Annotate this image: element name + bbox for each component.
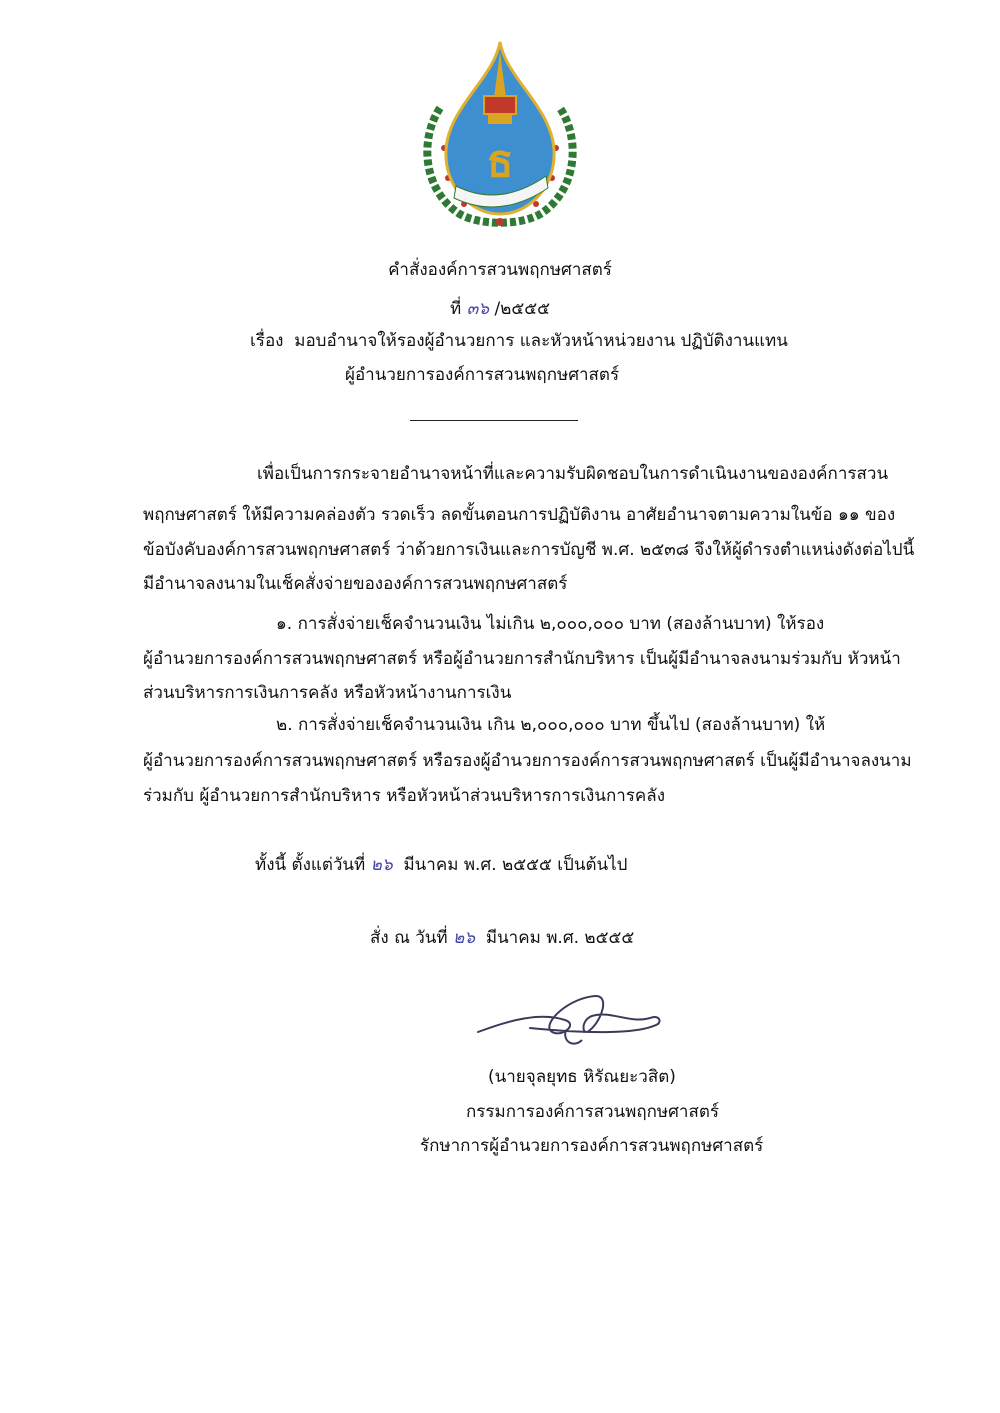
p1-line-4: มีอำนาจลงนามในเช็คสั่งจ่ายขององค์การสวนพฤกษศาสตร์ [143,574,568,594]
handwritten-number: ๓๖ [466,299,490,319]
handwritten-signature [470,990,670,1060]
subject-line-1 [250,329,788,353]
p3-line-1: ๒. การสั่งจ่ายเช็คจำนวนเงิน เกิน ๒,๐๐๐,๐๐๐ บาท ขึ้นไป (สองล้านบาท) ให้ [276,715,826,735]
p3-line-2: ผู้อำนวยการองค์การสวนพฤกษศาสตร์ หรือรองผู้อำนวยการองค์การสวนพฤกษศาสตร์ เป็นผู้มีอำนาจลงนาม [143,751,912,771]
p2-line-2: ผู้อำนวยการองค์การสวนพฤกษศาสตร์ หรือผู้อำนวยการสำนักบริหาร เป็นผู้มีอำนาจลงนามร่วมกับ หัวหน้า [143,649,901,669]
organization-logo [418,38,582,230]
effective-date [255,853,627,877]
subject-label: เรื่อง [250,331,284,351]
p1-line-3: ข้อบังคับองค์การสวนพฤกษศาสตร์ ว่าด้วยการเงินและการบัญชี พ.ศ. ๒๕๓๘ จึงให้ผู้ดำรงตำแหน่งดังต่อไปนี้ [143,540,915,560]
divider-line [410,420,578,421]
effective-prefix: ทั้งนี้ ตั้งแต่วันที่ [255,855,366,875]
p3-line-3: ร่วมกับ ผู้อำนวยการสำนักบริหาร หรือหัวหน้าส่วนบริหารการเงินการคลัง [143,786,666,806]
handwritten-effective-day: ๒๖ [370,855,393,875]
order-date [370,926,634,950]
order-suffix: มีนาคม พ.ศ. ๒๕๕๕ [485,928,635,948]
p2-line-3: ส่วนบริหารการเงินการคลัง หรือหัวหน้างานการเงิน [143,683,512,703]
signer-position-1: กรรมการองค์การสวนพฤกษศาสตร์ [466,1102,720,1122]
handwritten-order-day: ๒๖ [453,928,476,948]
p1-line-1: เพื่อเป็นการกระจายอำนาจหน้าที่และความรับผิดชอบในการดำเนินงานขององค์การสวน [257,464,889,484]
signer-name: (นายจุลยุทธ หิรัณยะวสิต) [488,1067,676,1087]
order-prefix: สั่ง ณ วันที่ [370,928,448,948]
subject-line-2: ผู้อำนวยการองค์การสวนพฤกษศาสตร์ [345,365,620,385]
p1-line-2: พฤกษศาสตร์ ให้มีความคล่องตัว รวดเร็ว ลดขั้นตอนการปฏิบัติงาน อาศัยอำนาจตามความในข้อ ๑๑ ของ [143,505,896,525]
p2-line-1: ๑. การสั่งจ่ายเช็คจำนวนเงิน ไม่เกิน ๒,๐๐๐,๐๐๐ บาท (สองล้านบาท) ให้รอง [276,614,825,634]
order-title: คำสั่งองค์การสวนพฤกษศาสตร์ [388,260,612,280]
number-suffix: /๒๕๕๕ [494,299,550,319]
effective-suffix: มีนาคม พ.ศ. ๒๕๕๕ เป็นต้นไป [403,855,628,875]
svg-text:ธ: ธ [486,136,514,187]
number-prefix: ที่ [450,299,462,319]
subject-text: มอบอำนาจให้รองผู้อำนวยการ และหัวหน้าหน่วยงาน ปฏิบัติงานแทน [294,331,788,351]
order-number [0,297,1000,321]
signer-position-2: รักษาการผู้อำนวยการองค์การสวนพฤกษศาสตร์ [420,1136,764,1156]
